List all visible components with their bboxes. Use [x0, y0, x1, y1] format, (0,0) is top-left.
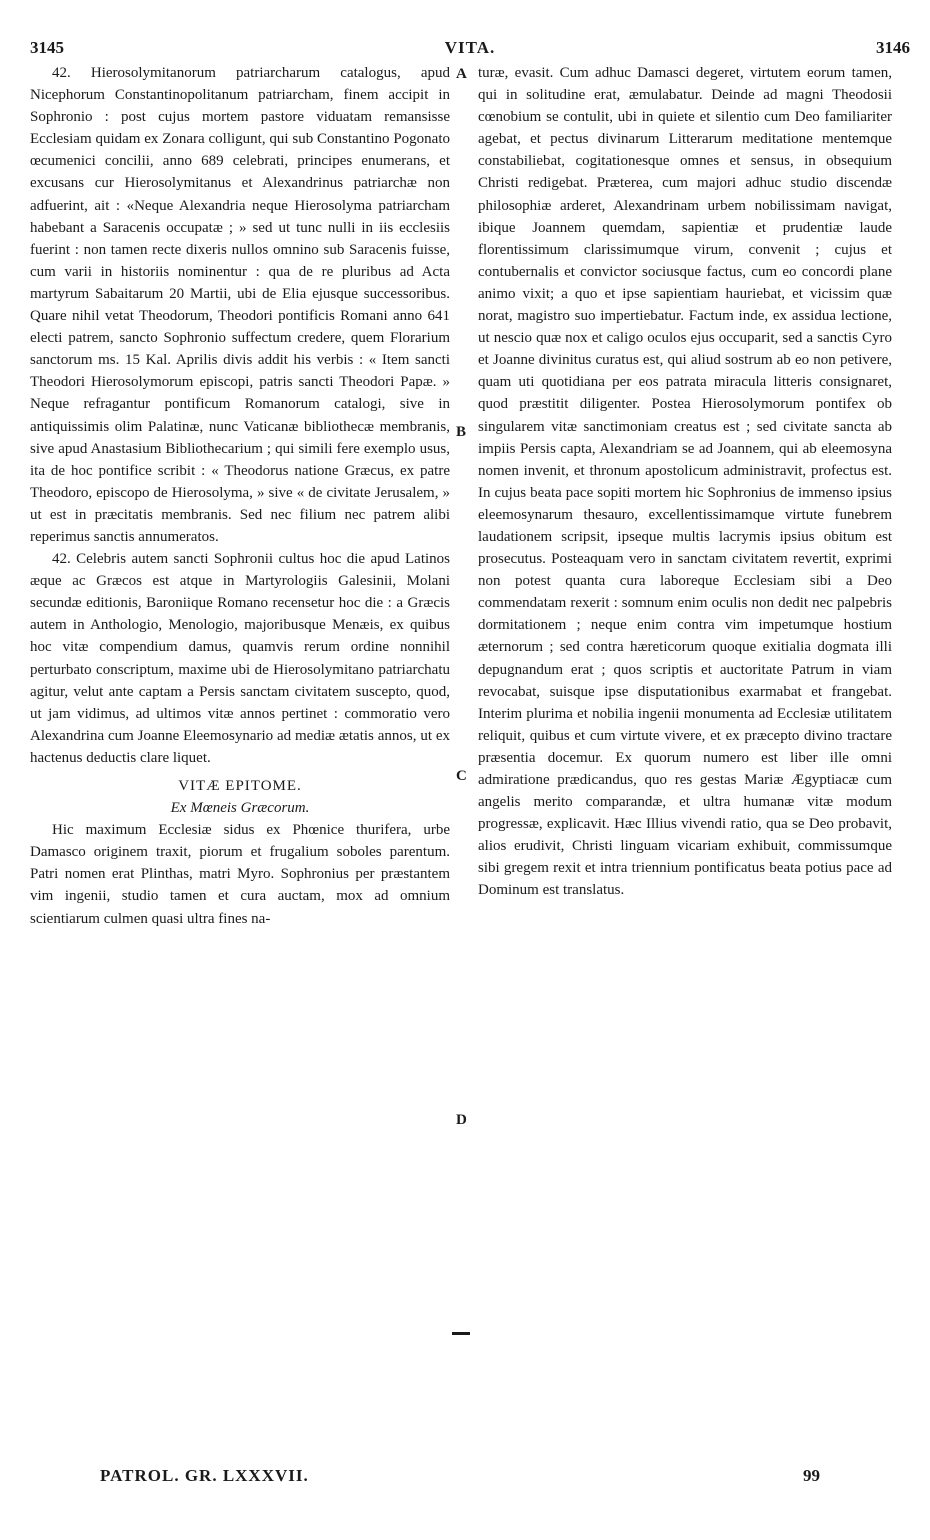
- left-column: [30, 62, 450, 930]
- volume-signature: PATROL. GR. LXXXVII.: [100, 1466, 309, 1485]
- margin-letter-b: B: [456, 424, 467, 440]
- paragraph-42-cult: 42. Celebris autem sancti Sophronii cultus hoc die apud Latinos æque ac Græcos est atque in Martyrologiis Galesinii, Molani secundæ editionis, Baroniique Romano recensetur hoc die : a Græcis autem in Anthologio, Menologio, majoribusque Menæis, ex quibus hoc vitæ compendium damus, quamvis rerum ordine nonnihil perturbato conscriptum, maxime ubi de Hierosolymitano patriarchatu agitur, velut ante captam a Persis sanctam civitatem suscepto, quod, ut jam vidimus, ad ultimos vitæ annos pertinet : commoratio vero Alexandrina cum Joanne Eleemosynario ad mediæ ætatis annos, ut ex hactenus deductis clare liquet.: [30, 551, 450, 766]
- margin-letter-d: D: [456, 1112, 467, 1128]
- paragraph-42-catalogue: 42. Hierosolymitanorum patriarcharum catalogus, apud Nicephorum Constantinopolitanum patriarcham, finem accipit in Sophronio : post cujus mortem pastore viduatam remansisse Ecclesiam quidam ex Zonara colligunt, qui sub Constantino Pogonato œcumenici concilii, anno 689 celebrati, principes enumerans, et excusans cur Hierosolymitanus et Alexandrinus patriarchæ non adfuerint, ait : «Neque Alexandria neque Hierosolyma patriarcham habebant a Saracenis occupatæ ; » sed ut tunc nulli in iis ecclesiis fuerint : non tamen recte dixeris nullos omnino sub Saracenis fuisse, cum varii in historiis nominentur : qua de re pluribus ad Acta martyrum Sabaitarum 20 Martii, ubi de Elia ejusque successoribus. Quare nihil vetat Theodorum, Theodori pontificis Romani anno 641 electi patrem, sancto Sophronio suffectum credere, quem Florarium sanctorum ms. 15 Kal. Aprilis divis addit his verbis : « Item sancti Theodori Hierosolymorum episcopi, patris sancti Theodori Papæ. » Neque refragantur pontificum Romanorum catalogi, sive in antiquissimis olim Palatinæ, nunc Vaticanæ bibliothecæ membranis, sive apud Anastasium Bibliothecarium ; qui simili fere exemplo usus, ita de hoc pontifice scribit : « Theodorus natione Græcus, ex patre Theodoro, episcopo de Hierosolyma, » sive « de civitate Jerusalem, » ut est in præcitatis membranis. Sed nec filium nec patrem alibi reperimus sanctis annumeratos.: [30, 65, 450, 545]
- running-title: VITA.: [444, 38, 496, 57]
- right-column: [478, 62, 892, 902]
- page-footer: [100, 1466, 820, 1490]
- epitome-heading: VITÆ EPITOME.: [178, 778, 302, 794]
- margin-letter-c: C: [456, 768, 467, 784]
- right-page-number: 3146: [876, 38, 910, 57]
- page-header: [30, 38, 910, 62]
- sheet-number: 99: [803, 1466, 820, 1485]
- margin-letter-a: A: [456, 66, 467, 82]
- paragraph-epitome-continued: turæ, evasit. Cum adhuc Damasci degeret, virtutem eorum tamen, qui in solitudine erat, æmulabatur. Deinde ad magni Theodosii cœnobium se contulit, ubi in quiete et silentio cum Deo familiariter agebat, et pectus divinarum Litterarum meditatione mentemque constabiliebat, cogitationesque omnes et sensus, in obsequium Christi redigebat. Præterea, cum majori adhuc studio discendæ philosophiæ arderet, Alexandrinam urbem nobilissimam navigat, ibique Joannem quemdam, sapientiæ et prudentiæ laude florentissimum clarissimumque virum, convenit ; cujus et contubernalis et convictor sociusque factus, cum eo concordi plane animo vixit; a quo et ipse sapientiam hauriebat, et vicissim quæ norat, magistro suo impertiebatur. Factum inde, ex assidua lectione, ut nescio quæ nox et caligo oculos ejus occuparit, sed a sanctis Cyro et Joanne divinitus curatus est, qui aliud sostrum ab eo non petivere, quam uti quotidiana per eos patrata miracula litteris consignaret, quod præstitit diligenter. Postea Hierosolymorum pontifex ob singularem vitæ sanctimoniam creatus est ; sed civitate sancta ab impiis Persis capta, Alexandriam se ad Joannem, qui ab eleemosyna nomen invenit, et thronum apostolicum administravit, profectus est. In cujus beata pace sopiti mortem hic Sophronius de immenso ipsius eleemosynarum thesauro, excellentissimamque virtute funebrem laudationem scripsit, ipseque multis lacrymis ipsius obitum est prosecutus. Posteaquam vero in sanctam civitatem revertit, exprimi non potest quanta cura laboreque Ecclesiam sibi a Deo commendatam rexerit : somnum enim oculis non dedit nec palpebris dormitationem ; neque enim contra vim impetumque hostium æternorum ; sed contra hæreticorum quoque exitialia dogmata illi depugnandum erat ; quos scriptis et auctoritate Patrum in viam revocabat, suisque ipse disputationibus exarmabat et frangebat. Interim plurima et nobilia ingenii monumenta ad Ecclesiæ utilitatem reliquit, quibus et cum virtute vivere, et ex præcepto divino tractare præsentia docemur. Ex quorum numero est liber ille omni admiratione prædicandus, quo res gestas Mariæ Ægyptiacæ cum angelis merito comparandæ, et ultra humanæ vitæ modum progressæ, explicavit. Hæc Illius vivendi ratio, qua se Deo probavit, alios erudivit, Christi linguam vicariam exhibuit, commissumque sibi gregem rexit et intra triennium pontificatus beata potius pace ad Dominum est translatus.: [478, 65, 892, 899]
- end-dash: [452, 1332, 470, 1335]
- epitome-subheading: Ex Mœneis Græcorum.: [170, 800, 310, 817]
- paragraph-epitome-start: Hic maximum Ecclesiæ sidus ex Phœnice thurifera, urbe Damasco originem traxit, piorum et frugalium soboles parentum. Patri nomen erat Plinthas, matri Myro. Sophronius per præstantem vim ingenii, studio tamen et cura auctam, mox ad omnium scientiarum culmen quasi ultra fines na-: [30, 822, 450, 927]
- left-page-number: 3145: [30, 38, 64, 57]
